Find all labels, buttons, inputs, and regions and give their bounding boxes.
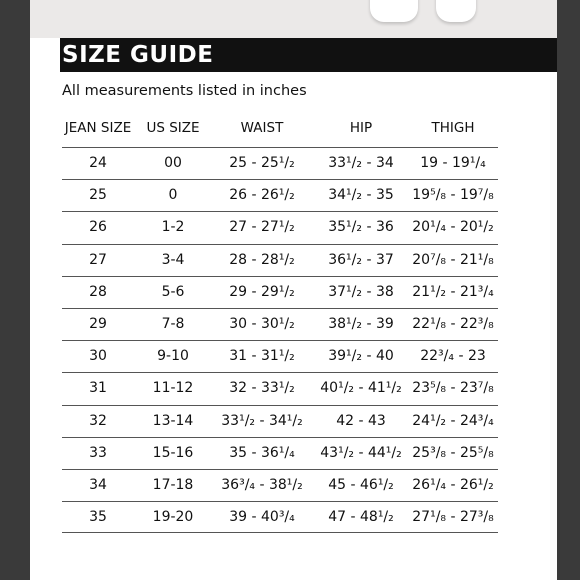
table-row [62,211,498,243]
header-us-size: US SIZE [146,120,200,136]
us-size-cell: 5-6 [161,283,185,300]
waist-cell: 36³/₄ - 38¹/₂ [221,476,303,493]
jean-size-cell: 32 [89,412,107,429]
thigh-cell: 20¹/₄ - 20¹/₂ [412,219,494,236]
us-size-cell: 1-2 [161,219,185,236]
table-row [62,372,498,404]
waist-cell: 26 - 26¹/₂ [229,187,295,204]
jean-size-cell: 30 [89,348,107,365]
page-title: SIZE GUIDE [62,42,214,68]
table-row [62,469,498,501]
hip-cell: 45 - 46¹/₂ [328,476,394,493]
table-row [62,147,498,179]
jean-size-cell: 25 [89,187,107,204]
table-header [62,120,498,138]
waist-cell: 28 - 28¹/₂ [229,251,295,268]
thigh-cell: 22¹/₈ - 22³/₈ [412,315,494,332]
us-size-cell: 00 [164,155,182,171]
hip-cell: 38¹/₂ - 39 [328,315,394,332]
jean-size-cell: 35 [89,509,107,526]
thigh-cell: 19⁵/₈ - 19⁷/₈ [412,187,494,204]
waist-cell: 25 - 25¹/₂ [229,155,295,171]
hip-cell: 35¹/₂ - 36 [328,219,394,236]
thigh-cell: 27¹/₈ - 27³/₈ [412,509,494,526]
table-row [62,308,498,340]
thigh-cell: 22³/₄ - 23 [420,348,486,365]
hip-cell: 37¹/₂ - 38 [328,283,394,300]
us-size-cell: 17-18 [152,476,194,493]
us-size-cell: 11-12 [152,380,194,397]
jean-size-cell: 29 [89,315,107,332]
thigh-cell: 24¹/₂ - 24³/₄ [412,412,494,429]
table-row [62,405,498,437]
white-sneaker-image [436,0,476,22]
us-size-cell: 19-20 [152,509,194,526]
thigh-cell: 19 - 19¹/₄ [420,155,486,171]
us-size-cell: 13-14 [152,412,194,429]
header-thigh: THIGH [431,120,475,136]
us-size-cell: 15-16 [152,444,194,461]
us-size-cell: 3-4 [161,251,185,268]
table-row [62,276,498,308]
thigh-cell: 21¹/₂ - 21³/₄ [412,283,494,300]
hip-cell: 43¹/₂ - 44¹/₂ [320,444,402,461]
white-sneaker-image [370,0,418,22]
waist-cell: 29 - 29¹/₂ [229,283,295,300]
hip-cell: 34¹/₂ - 35 [328,187,394,204]
waist-cell: 35 - 36¹/₄ [229,444,295,461]
hip-cell: 39¹/₂ - 40 [328,348,394,365]
table-row [62,501,498,533]
jean-size-cell: 27 [89,251,107,268]
us-size-cell: 9-10 [157,348,189,365]
hip-cell: 47 - 48¹/₂ [328,509,394,526]
hip-cell: 33¹/₂ - 34 [328,155,394,171]
table-row [62,340,498,372]
thigh-cell: 26¹/₄ - 26¹/₂ [412,476,494,493]
thigh-cell: 23⁵/₈ - 23⁷/₈ [412,380,494,397]
header-waist: WAIST [240,120,284,136]
waist-cell: 30 - 30¹/₂ [229,315,295,332]
table-row [62,244,498,276]
waist-cell: 27 - 27¹/₂ [229,219,295,236]
units-note: All measurements listed in inches [62,83,307,99]
hip-cell: 36¹/₂ - 37 [328,251,394,268]
jean-size-cell: 26 [89,219,107,236]
waist-cell: 32 - 33¹/₂ [229,380,295,397]
waist-cell: 33¹/₂ - 34¹/₂ [221,412,303,429]
jean-size-cell: 24 [89,155,107,171]
header-hip: HIP [349,120,373,136]
header-jean-size: JEAN SIZE [64,120,132,136]
waist-cell: 39 - 40³/₄ [229,509,295,526]
jean-size-cell: 33 [89,444,107,461]
product-photo-strip [30,0,557,38]
table-row [62,179,498,211]
waist-cell: 31 - 31¹/₂ [229,348,295,365]
jean-size-cell: 31 [89,380,107,397]
jean-size-cell: 34 [89,476,107,493]
thigh-cell: 20⁷/₈ - 21¹/₈ [412,251,494,268]
thigh-cell: 25³/₈ - 25⁵/₈ [412,444,494,461]
jean-size-cell: 28 [89,283,107,300]
table-row [62,437,498,469]
hip-cell: 42 - 43 [336,412,386,429]
us-size-cell: 7-8 [161,315,185,332]
size-table [62,147,498,533]
us-size-cell: 0 [168,187,178,204]
hip-cell: 40¹/₂ - 41¹/₂ [320,380,402,397]
